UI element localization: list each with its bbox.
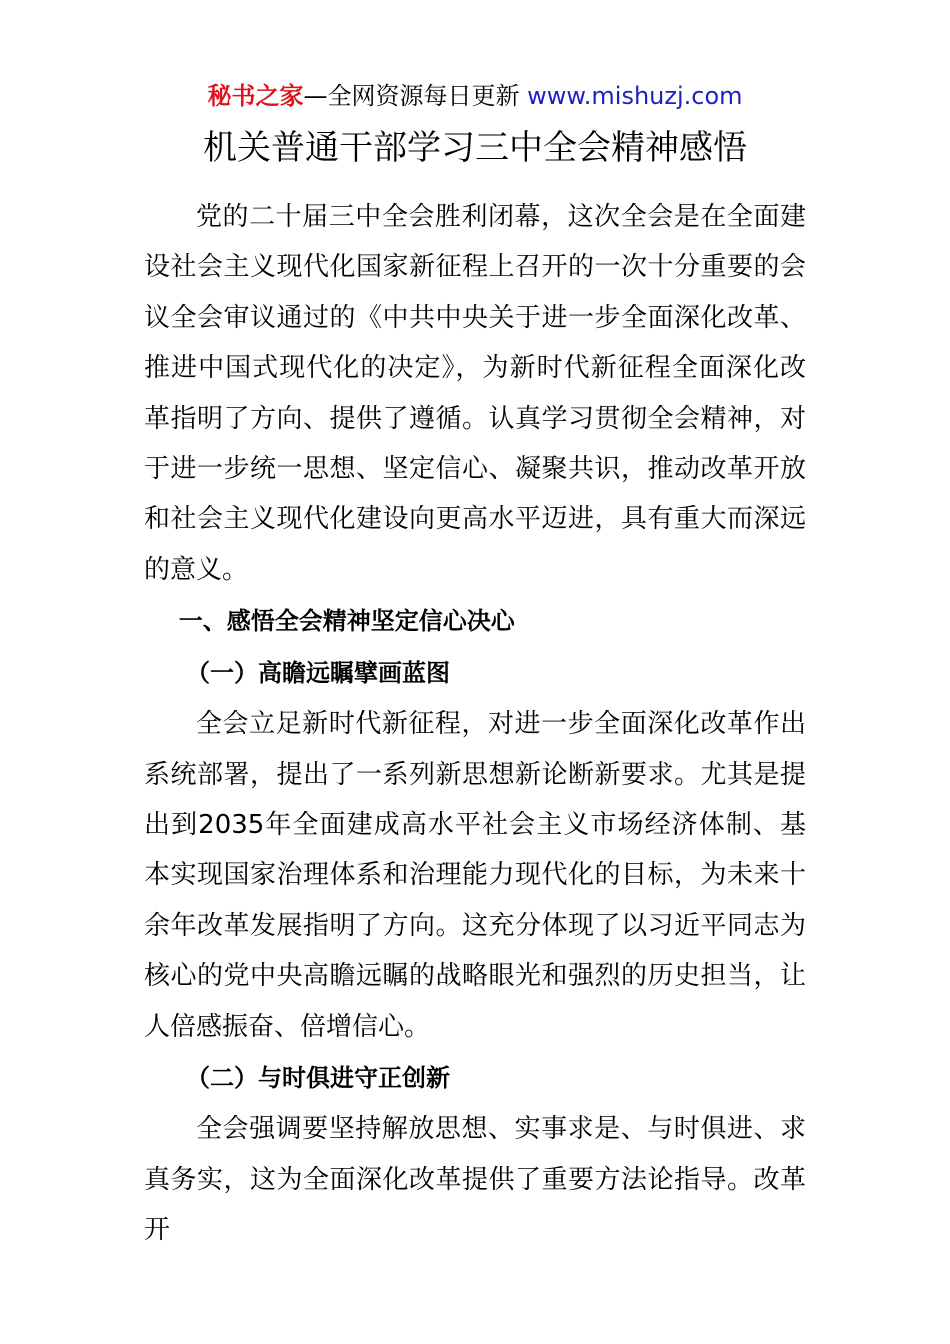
intro-paragraph: 党的二十届三中全会胜利闭幕，这次全会是在全面建设社会主义现代化国家新征程上召开的一次十分重要的会议全会审议通过的《中共中央关于进一步全面深化改革、推进中国式现代化的决定》，为新时代新征程全面深化改革指明了方向、提供了遵循。认真学习贯彻全会精神，对于进一步统一思想、坚定信心、凝聚共识，推动改革开放和社会主义现代化建设向更高水平迈进，具有重大而深远的意义。 — [144, 202, 806, 585]
subsection-paragraph: 全会强调要坚持解放思想、实事求是、与时俱进、求真务实，这为全面深化改革提供了重要方法论指导。改革开 — [144, 1114, 806, 1245]
site-url-link[interactable]: www.mishuzj.com — [527, 82, 743, 110]
site-header — [0, 80, 950, 112]
header-tagline: —全网资源每日更新 — [303, 82, 528, 110]
subsection-heading: （二）与时俱进守正创新 — [186, 1064, 450, 1093]
section-heading: 一、感悟全会精神坚定信心决心 — [178, 607, 515, 636]
brand-name: 秘书之家 — [207, 82, 304, 110]
document-title: 机关普通干部学习三中全会精神感悟 — [203, 128, 747, 168]
document-body — [144, 192, 806, 1255]
subsection-heading: （一）高瞻远瞩擘画蓝图 — [186, 659, 450, 688]
subsection-paragraph: 全会立足新时代新征程，对进一步全面深化改革作出系统部署，提出了一系列新思想新论断新要求。尤其是提出到2035年全面建成高水平社会主义市场经济体制、基本实现国家治理体系和治理能力现代化的目标，为未来十余年改革发展指明了方向。这充分体现了以习近平同志为核心的党中央高瞻远瞩的战略眼光和强烈的历史担当，让人倍感振奋、倍增信心。 — [144, 709, 806, 1042]
